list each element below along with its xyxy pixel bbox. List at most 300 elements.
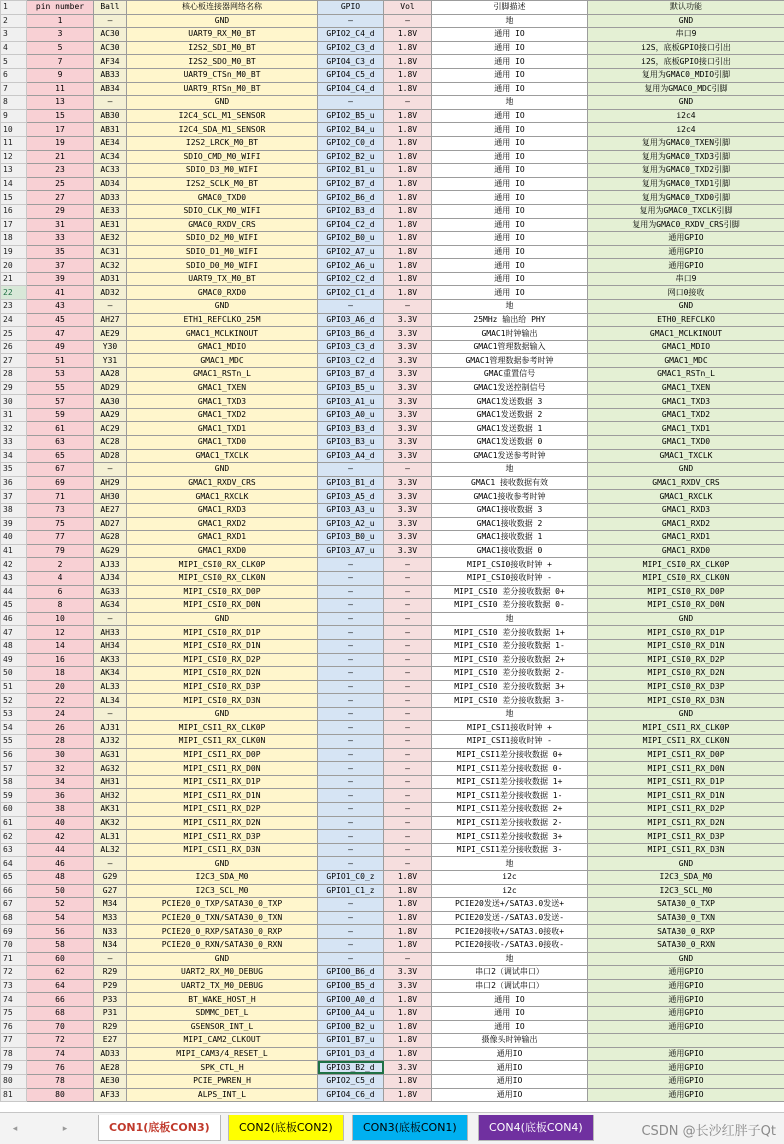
cell-default-function[interactable]: GMAC1_TXD3 [588,395,784,409]
row-header[interactable]: 10 [1,123,27,137]
cell-gpio[interactable]: GPIO3_C3_d [318,340,384,354]
cell-ball[interactable]: AD28 [94,449,127,463]
cell-default-function[interactable]: i2S，底板GPIO接口引出 [588,55,784,69]
cell-voltage[interactable]: — [384,748,432,762]
cell-pin-number[interactable]: 54 [27,911,94,925]
cell-voltage[interactable]: 3.3V [384,436,432,450]
cell-voltage[interactable]: 3.3V [384,340,432,354]
row-header[interactable]: 11 [1,136,27,150]
cell-gpio[interactable]: GPIO2_C2_d [318,272,384,286]
cell-ball[interactable]: R29 [94,1020,127,1034]
cell-default-function[interactable]: 复用为GMAC0_RXDV_CRS引脚 [588,218,784,232]
cell-pin-number[interactable]: 18 [27,667,94,681]
cell-pin-description[interactable]: 地 [432,14,588,28]
cell-pin-description[interactable]: 地 [432,96,588,110]
cell-pin-description[interactable]: 地 [432,463,588,477]
next-sheet-icon[interactable]: ▸ [62,1124,68,1134]
cell-pin-number[interactable]: 58 [27,938,94,952]
cell-voltage[interactable]: 3.3V [384,449,432,463]
cell-net-name[interactable]: GMAC1_TXEN [127,381,318,395]
cell-net-name[interactable]: PCIE20_0_RXP/SATA30_0_RXP [127,925,318,939]
cell-default-function[interactable]: 通用GPIO [588,979,784,993]
cell-default-function[interactable]: 通用GPIO [588,1061,784,1075]
cell-ball[interactable]: AE28 [94,1061,127,1075]
cell-pin-description[interactable]: GMAC1发送控制信号 [432,381,588,395]
cell-pin-number[interactable]: 62 [27,966,94,980]
cell-net-name[interactable]: PCIE20_0_RXN/SATA30_0_RXN [127,938,318,952]
cell-ball[interactable]: AB34 [94,82,127,96]
cell-pin-description[interactable]: 通用IO [432,1088,588,1102]
cell-net-name[interactable]: SPK_CTL_H [127,1061,318,1075]
cell-default-function[interactable]: 复用为GMAC0_TXEN引脚 [588,136,784,150]
row-header[interactable]: 38 [1,503,27,517]
cell-default-function[interactable]: MIPI_CSI1_RX_D3P [588,830,784,844]
row-header[interactable]: 20 [1,259,27,273]
cell-gpio[interactable]: GPIO2_A6_u [318,259,384,273]
cell-pin-description[interactable]: 地 [432,952,588,966]
cell-pin-description[interactable]: GMAC1发送数据 0 [432,436,588,450]
cell-pin-number[interactable]: 52 [27,898,94,912]
cell-pin-number[interactable]: 76 [27,1061,94,1075]
cell-pin-number[interactable]: 19 [27,136,94,150]
cell-ball[interactable]: AK34 [94,667,127,681]
cell-pin-description[interactable]: MIPI_CSI0 差分接收数据 1+ [432,626,588,640]
cell-gpio[interactable]: — [318,898,384,912]
cell-net-name[interactable]: MIPI_CSI1_RX_D0P [127,748,318,762]
cell-default-function[interactable]: GMAC1_TXD0 [588,436,784,450]
cell-voltage[interactable]: 1.8V [384,136,432,150]
cell-default-function[interactable]: 网口0接收 [588,286,784,300]
cell-ball[interactable]: AC32 [94,259,127,273]
cell-ball[interactable]: N34 [94,938,127,952]
cell-voltage[interactable]: — [384,721,432,735]
row-header[interactable]: 7 [1,82,27,96]
row-header[interactable]: 25 [1,327,27,341]
cell-pin-number[interactable]: 34 [27,775,94,789]
row-header[interactable]: 66 [1,884,27,898]
row-header[interactable]: 43 [1,571,27,585]
cell-pin-description[interactable]: MIPI_CSI0 差分接收数据 3+ [432,680,588,694]
cell-pin-number[interactable]: 79 [27,544,94,558]
cell-ball[interactable]: — [94,14,127,28]
cell-gpio[interactable]: — [318,707,384,721]
cell-pin-description[interactable]: 通用IO [432,1074,588,1088]
cell-ball[interactable]: — [94,707,127,721]
cell-net-name[interactable]: GND [127,463,318,477]
cell-ball[interactable]: AG28 [94,531,127,545]
cell-voltage[interactable]: 1.8V [384,911,432,925]
cell-net-name[interactable]: MIPI_CSI1_RX_D2P [127,803,318,817]
cell-pin-number[interactable]: 43 [27,300,94,314]
cell-net-name[interactable]: I2C4_SDA_M1_SENSOR [127,123,318,137]
cell-pin-description[interactable]: 通用 IO [432,245,588,259]
cell-net-name[interactable]: GMAC1_TXCLK [127,449,318,463]
row-header[interactable]: 9 [1,109,27,123]
cell-default-function[interactable]: GMAC1_MDC [588,354,784,368]
cell-pin-number[interactable]: 61 [27,422,94,436]
cell-gpio[interactable]: — [318,96,384,110]
cell-default-function[interactable]: MIPI_CSI0_RX_D1N [588,639,784,653]
cell-voltage[interactable]: — [384,612,432,626]
cell-gpio[interactable]: — [318,830,384,844]
cell-voltage[interactable]: — [384,830,432,844]
cell-ball[interactable]: AF33 [94,1088,127,1102]
cell-pin-description[interactable]: PCIE20发送+/SATA3.0发送+ [432,898,588,912]
cell-default-function[interactable]: MIPI_CSI0_RX_D0N [588,599,784,613]
cell-pin-number[interactable]: 17 [27,123,94,137]
cell-ball[interactable]: AL31 [94,830,127,844]
row-header[interactable]: 14 [1,177,27,191]
cell-pin-description[interactable]: MIPI_CSI1差分接收数据 2- [432,816,588,830]
row-header[interactable]: 51 [1,680,27,694]
cell-default-function[interactable]: GMAC1_RSTn_L [588,368,784,382]
column-header-pin-description[interactable]: 引脚描述 [432,1,588,15]
cell-default-function[interactable]: i2S，底板GPIO接口引出 [588,41,784,55]
cell-voltage[interactable]: 3.3V [384,503,432,517]
row-header[interactable]: 23 [1,300,27,314]
cell-default-function[interactable]: 通用GPIO [588,1047,784,1061]
cell-gpio[interactable]: — [318,571,384,585]
cell-default-function[interactable]: MIPI_CSI1_RX_D0N [588,762,784,776]
row-header[interactable]: 18 [1,232,27,246]
cell-net-name[interactable]: GMAC0_RXDV_CRS [127,218,318,232]
cell-gpio[interactable]: — [318,911,384,925]
cell-pin-description[interactable]: MIPI_CSI0 差分接收数据 0+ [432,585,588,599]
cell-voltage[interactable]: — [384,463,432,477]
cell-ball[interactable]: — [94,96,127,110]
cell-voltage[interactable]: 1.8V [384,28,432,42]
cell-net-name[interactable]: UART9_TX_M0_BT [127,272,318,286]
cell-pin-description[interactable]: GMAC1 接收数据有效 [432,476,588,490]
cell-voltage[interactable]: 1.8V [384,109,432,123]
cell-default-function[interactable]: GND [588,300,784,314]
cell-pin-number[interactable]: 55 [27,381,94,395]
cell-default-function[interactable]: GMAC1_RXD3 [588,503,784,517]
cell-default-function[interactable]: 复用为GMAC0_MDC引脚 [588,82,784,96]
cell-gpio[interactable]: GPIO1_D3_d [318,1047,384,1061]
row-header[interactable]: 71 [1,952,27,966]
cell-ball[interactable]: AH33 [94,626,127,640]
cell-net-name[interactable]: GND [127,300,318,314]
cell-ball[interactable]: R29 [94,966,127,980]
row-header[interactable]: 37 [1,490,27,504]
cell-gpio[interactable]: GPIO3_A0_u [318,408,384,422]
row-header[interactable]: 64 [1,857,27,871]
cell-voltage[interactable]: 1.8V [384,1034,432,1048]
cell-gpio[interactable]: GPIO3_A4_d [318,449,384,463]
cell-pin-number[interactable]: 69 [27,476,94,490]
row-header[interactable]: 61 [1,816,27,830]
cell-voltage[interactable]: — [384,694,432,708]
cell-voltage[interactable]: — [384,816,432,830]
cell-pin-description[interactable]: MIPI_CSI0接收时钟 - [432,571,588,585]
cell-voltage[interactable]: — [384,857,432,871]
cell-gpio[interactable]: — [318,667,384,681]
cell-pin-number[interactable]: 27 [27,191,94,205]
cell-pin-number[interactable]: 29 [27,204,94,218]
cell-net-name[interactable]: GMAC1_MDC [127,354,318,368]
cell-pin-number[interactable]: 78 [27,1074,94,1088]
cell-gpio[interactable]: GPIO3_B0_u [318,531,384,545]
cell-default-function[interactable]: MIPI_CSI1_RX_D2N [588,816,784,830]
cell-net-name[interactable]: SDIO_CMD_M0_WIFI [127,150,318,164]
cell-default-function[interactable]: 复用为GMAC0_TXD3引脚 [588,150,784,164]
cell-gpio[interactable]: GPIO3_B1_d [318,476,384,490]
cell-net-name[interactable]: I2S2_LRCK_M0_BT [127,136,318,150]
cell-ball[interactable]: AD33 [94,191,127,205]
cell-gpio[interactable]: GPIO0_A4_u [318,1006,384,1020]
cell-default-function[interactable]: 复用为GMAC0_TXD1引脚 [588,177,784,191]
cell-gpio[interactable]: GPIO2_B0_u [318,232,384,246]
cell-pin-number[interactable]: 4 [27,571,94,585]
cell-net-name[interactable]: ALPS_INT_L [127,1088,318,1102]
cell-net-name[interactable]: GMAC1_TXD3 [127,395,318,409]
cell-ball[interactable]: AH32 [94,789,127,803]
cell-ball[interactable]: AC34 [94,150,127,164]
cell-voltage[interactable]: 1.8V [384,41,432,55]
cell-net-name[interactable]: GSENSOR_INT_L [127,1020,318,1034]
column-header-pin-number[interactable]: pin number [27,1,94,15]
sheet-tab-4[interactable]: CON4(底板CON4) [478,1115,594,1141]
prev-sheet-icon[interactable]: ◂ [12,1124,18,1134]
cell-ball[interactable]: AE33 [94,204,127,218]
cell-ball[interactable]: M33 [94,911,127,925]
cell-pin-number[interactable]: 24 [27,707,94,721]
cell-ball[interactable]: AA30 [94,395,127,409]
row-header[interactable]: 50 [1,667,27,681]
cell-default-function[interactable]: I2C3_SDA_M0 [588,871,784,885]
cell-voltage[interactable]: — [384,707,432,721]
cell-gpio[interactable]: GPIO2_C5_d [318,1074,384,1088]
cell-ball[interactable]: AH34 [94,639,127,653]
cell-net-name[interactable]: MIPI_CSI1_RX_D1N [127,789,318,803]
cell-default-function[interactable]: 串口9 [588,272,784,286]
cell-voltage[interactable]: — [384,952,432,966]
cell-ball[interactable]: N33 [94,925,127,939]
cell-default-function[interactable]: SATA30_0_TXN [588,911,784,925]
cell-voltage[interactable]: 1.8V [384,164,432,178]
cell-net-name[interactable]: GMAC1_RXD1 [127,531,318,545]
row-header[interactable]: 33 [1,436,27,450]
cell-ball[interactable]: AD31 [94,272,127,286]
row-header[interactable]: 78 [1,1047,27,1061]
cell-pin-description[interactable]: MIPI_CSI1差分接收数据 1- [432,789,588,803]
cell-net-name[interactable]: GMAC1_RXD3 [127,503,318,517]
cell-gpio[interactable]: — [318,748,384,762]
cell-gpio[interactable]: — [318,938,384,952]
cell-default-function[interactable]: MIPI_CSI0_RX_D1P [588,626,784,640]
row-header[interactable]: 1 [1,1,27,15]
cell-gpio[interactable]: GPIO3_B6_d [318,327,384,341]
cell-pin-number[interactable]: 37 [27,259,94,273]
cell-net-name[interactable]: I2S2_SDI_M0_BT [127,41,318,55]
cell-default-function[interactable]: GMAC1_TXEN [588,381,784,395]
cell-voltage[interactable]: 1.8V [384,259,432,273]
cell-default-function[interactable]: 复用为GMAC0_MDIO引脚 [588,68,784,82]
cell-default-function[interactable]: 串口9 [588,28,784,42]
cell-ball[interactable]: — [94,612,127,626]
row-header[interactable]: 59 [1,789,27,803]
cell-pin-number[interactable]: 44 [27,843,94,857]
cell-gpio[interactable]: GPIO2_B1_u [318,164,384,178]
row-header[interactable]: 53 [1,707,27,721]
cell-gpio[interactable]: GPIO3_C2_d [318,354,384,368]
cell-pin-description[interactable]: 地 [432,300,588,314]
cell-voltage[interactable]: 1.8V [384,68,432,82]
cell-gpio[interactable]: GPIO0_A0_d [318,993,384,1007]
cell-gpio[interactable]: — [318,585,384,599]
cell-pin-description[interactable]: GMAC1管理数据参考时钟 [432,354,588,368]
column-header-voltage[interactable]: Vol [384,1,432,15]
cell-pin-description[interactable]: 地 [432,612,588,626]
row-header[interactable]: 65 [1,871,27,885]
column-header-ball[interactable]: Ball [94,1,127,15]
cell-ball[interactable]: AE31 [94,218,127,232]
cell-pin-description[interactable]: 通用IO [432,1061,588,1075]
row-header[interactable]: 45 [1,599,27,613]
cell-pin-number[interactable]: 2 [27,558,94,572]
cell-gpio[interactable]: GPIO3_A1_u [318,395,384,409]
cell-default-function[interactable]: GMAC1_MCLKINOUT [588,327,784,341]
cell-net-name[interactable]: GND [127,14,318,28]
cell-gpio[interactable]: GPIO3_A6_d [318,313,384,327]
cell-net-name[interactable]: MIPI_CSI0_RX_CLK0N [127,571,318,585]
row-header[interactable]: 60 [1,803,27,817]
cell-net-name[interactable]: MIPI_CSI1_RX_CLK0N [127,735,318,749]
cell-net-name[interactable]: GMAC1_TXD2 [127,408,318,422]
cell-pin-description[interactable]: 通用 IO [432,177,588,191]
cell-pin-number[interactable]: 49 [27,340,94,354]
cell-ball[interactable]: AK31 [94,803,127,817]
cell-voltage[interactable]: 1.8V [384,1006,432,1020]
cell-voltage[interactable]: 1.8V [384,232,432,246]
row-header[interactable]: 76 [1,1020,27,1034]
cell-pin-description[interactable]: i2c [432,871,588,885]
row-header[interactable]: 36 [1,476,27,490]
cell-pin-number[interactable]: 36 [27,789,94,803]
cell-pin-number[interactable]: 14 [27,639,94,653]
cell-ball[interactable]: AB33 [94,68,127,82]
cell-voltage[interactable]: 3.3V [384,395,432,409]
cell-ball[interactable]: AK33 [94,653,127,667]
cell-pin-number[interactable]: 39 [27,272,94,286]
cell-voltage[interactable]: 1.8V [384,82,432,96]
row-header[interactable]: 41 [1,544,27,558]
cell-pin-number[interactable]: 3 [27,28,94,42]
cell-default-function[interactable]: 通用GPIO [588,259,784,273]
cell-default-function[interactable]: MIPI_CSI1_RX_CLK0N [588,735,784,749]
cell-net-name[interactable]: GND [127,857,318,871]
cell-gpio[interactable]: — [318,14,384,28]
cell-pin-number[interactable]: 67 [27,463,94,477]
cell-net-name[interactable]: UART2_RX_M0_DEBUG [127,966,318,980]
sheet-tab-1[interactable]: CON1(底板CON3) [98,1115,221,1141]
cell-pin-number[interactable]: 15 [27,109,94,123]
cell-net-name[interactable]: SDIO_CLK_M0_WIFI [127,204,318,218]
row-header[interactable]: 73 [1,979,27,993]
cell-gpio[interactable]: GPIO2_B7_d [318,177,384,191]
cell-default-function[interactable]: MIPI_CSI0_RX_CLK0P [588,558,784,572]
cell-voltage[interactable]: 1.8V [384,191,432,205]
cell-ball[interactable]: AA29 [94,408,127,422]
row-header[interactable]: 55 [1,735,27,749]
cell-gpio[interactable]: — [318,612,384,626]
cell-voltage[interactable]: 1.8V [384,218,432,232]
cell-net-name[interactable]: MIPI_CSI1_RX_D0N [127,762,318,776]
row-header[interactable]: 70 [1,938,27,952]
cell-pin-description[interactable]: 通用 IO [432,164,588,178]
cell-pin-number[interactable]: 66 [27,993,94,1007]
cell-net-name[interactable]: SDIO_D2_M0_WIFI [127,232,318,246]
cell-net-name[interactable]: I2C3_SCL_M0 [127,884,318,898]
cell-voltage[interactable]: 1.8V [384,925,432,939]
cell-net-name[interactable]: I2C4_SCL_M1_SENSOR [127,109,318,123]
cell-voltage[interactable]: — [384,735,432,749]
cell-pin-number[interactable]: 80 [27,1088,94,1102]
cell-ball[interactable]: AE27 [94,503,127,517]
cell-gpio[interactable]: GPIO3_B2_d [318,1061,384,1075]
cell-voltage[interactable]: 1.8V [384,123,432,137]
row-header[interactable]: 39 [1,517,27,531]
cell-pin-description[interactable]: MIPI_CSI1差分接收数据 3- [432,843,588,857]
cell-pin-number[interactable]: 57 [27,395,94,409]
cell-gpio[interactable]: — [318,721,384,735]
row-header[interactable]: 35 [1,463,27,477]
cell-voltage[interactable]: 1.8V [384,1020,432,1034]
cell-ball[interactable]: AD32 [94,286,127,300]
cell-pin-number[interactable]: 8 [27,599,94,613]
cell-gpio[interactable]: GPIO2_A7_u [318,245,384,259]
cell-pin-description[interactable]: GMAC1发送数据 1 [432,422,588,436]
cell-default-function[interactable]: GMAC1_TXD2 [588,408,784,422]
cell-pin-description[interactable]: 通用 IO [432,68,588,82]
cell-gpio[interactable]: — [318,857,384,871]
row-header[interactable]: 62 [1,830,27,844]
cell-voltage[interactable]: 3.3V [384,544,432,558]
cell-pin-description[interactable]: 通用 IO [432,272,588,286]
cell-default-function[interactable]: 通用GPIO [588,245,784,259]
cell-ball[interactable]: AA28 [94,368,127,382]
cell-voltage[interactable]: 3.3V [384,531,432,545]
cell-ball[interactable]: AK32 [94,816,127,830]
cell-gpio[interactable]: GPIO1_B7_u [318,1034,384,1048]
cell-default-function[interactable]: 通用GPIO [588,232,784,246]
cell-pin-number[interactable]: 56 [27,925,94,939]
cell-net-name[interactable]: GMAC1_RXD2 [127,517,318,531]
cell-voltage[interactable]: 1.8V [384,286,432,300]
cell-net-name[interactable]: GMAC1_RSTn_L [127,368,318,382]
cell-gpio[interactable]: GPIO3_A7_u [318,544,384,558]
cell-voltage[interactable]: — [384,571,432,585]
cell-default-function[interactable]: 复用为GMAC0_TXD0引脚 [588,191,784,205]
cell-gpio[interactable]: GPIO4_C5_d [318,68,384,82]
cell-voltage[interactable]: 1.8V [384,884,432,898]
cell-gpio[interactable]: — [318,639,384,653]
cell-ball[interactable]: AD33 [94,1047,127,1061]
cell-default-function[interactable]: GND [588,463,784,477]
row-header[interactable]: 16 [1,204,27,218]
cell-voltage[interactable]: 3.3V [384,368,432,382]
cell-default-function[interactable]: SATA30_0_RXP [588,925,784,939]
cell-gpio[interactable]: GPIO1_C1_z [318,884,384,898]
cell-net-name[interactable]: MIPI_CSI0_RX_D0P [127,585,318,599]
cell-gpio[interactable]: GPIO4_C4_d [318,82,384,96]
cell-pin-description[interactable]: MIPI_CSI1差分接收数据 1+ [432,775,588,789]
cell-pin-description[interactable]: GMAC1接收参考时钟 [432,490,588,504]
cell-ball[interactable]: AC28 [94,436,127,450]
cell-gpio[interactable]: — [318,599,384,613]
cell-ball[interactable]: AC31 [94,245,127,259]
